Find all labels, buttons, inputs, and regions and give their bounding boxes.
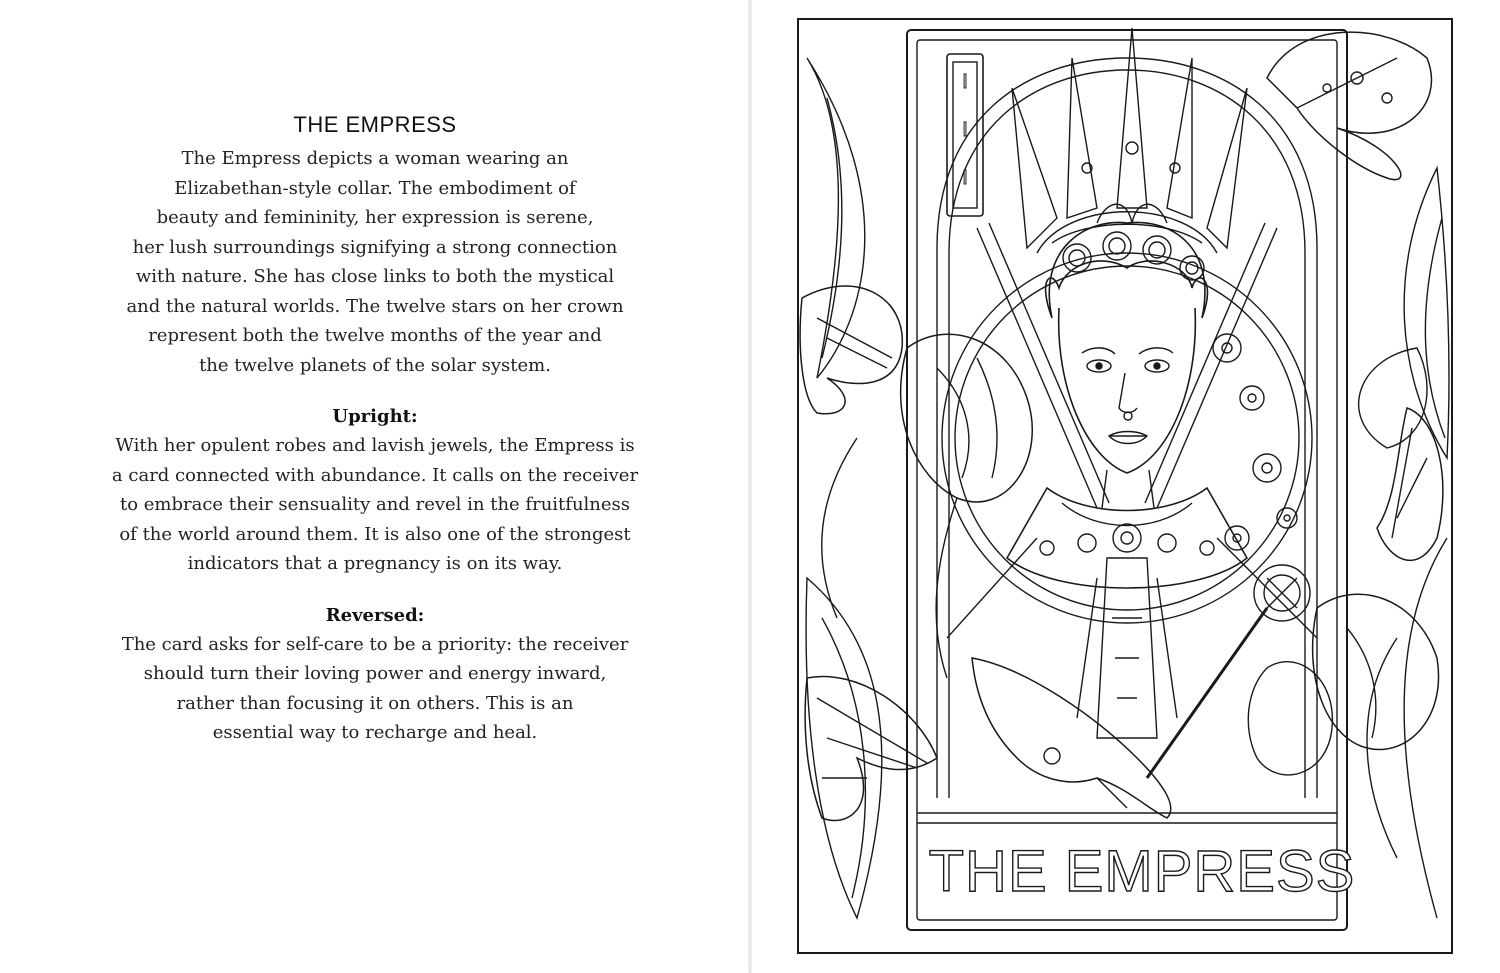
upright-line: With her opulent robes and lavish jewels, the Empress is	[115, 435, 635, 456]
card-name-label: THE EMPRESS	[928, 839, 1356, 904]
upright-heading: Upright:	[332, 406, 418, 427]
reversed-heading: Reversed:	[325, 604, 425, 626]
reversed-line: The card asks for self-care to be a priority: the receiver	[121, 633, 629, 655]
reversed-line: rather than focusing it on others. This is an	[176, 692, 574, 714]
card-numeral-glyph: I	[962, 71, 968, 93]
collar-icon	[1007, 488, 1247, 738]
numeral-plaque	[947, 54, 983, 216]
description-line: her lush surroundings signifying a strong connection	[132, 236, 618, 258]
blossom-icon	[1213, 334, 1297, 550]
card-title: THE EMPRESS	[293, 112, 457, 137]
upright-line: a card connected with abundance. It calls on the receiver	[111, 464, 639, 486]
description-line: with nature. She has close links to both the mystical	[135, 266, 615, 287]
scepter-icon	[1147, 565, 1310, 778]
crown-icon	[1012, 28, 1247, 253]
svg-text:I: I	[962, 119, 968, 141]
illustration-page	[752, 0, 1500, 973]
upright-line: indicators that a pregnancy is on its way.	[187, 553, 563, 574]
card-description	[80, 144, 670, 380]
reversed-line: essential way to recharge and heal.	[212, 722, 538, 743]
empress-line-art	[797, 18, 1453, 954]
empress-portrait-icon	[1046, 222, 1208, 508]
description-line: beauty and femininity, her expression is serene,	[156, 207, 594, 228]
upright-line: to embrace their sensuality and revel in the fruitfulness	[119, 494, 631, 515]
iris-flower-icon	[901, 334, 1439, 775]
svg-text:I: I	[962, 167, 968, 189]
upright-meaning	[80, 431, 670, 579]
description-line: The Empress depicts a woman wearing an	[181, 148, 569, 169]
reversed-line: should turn their loving power and energy inward,	[143, 663, 607, 684]
description-line: the twelve planets of the solar system.	[199, 354, 551, 376]
description-line: represent both the twelve months of the year and	[148, 325, 602, 346]
coloring-illustration	[797, 18, 1453, 954]
card-description-block	[80, 112, 670, 748]
card-numeral-label	[797, 18, 798, 19]
card-frame	[907, 30, 1347, 930]
reversed-meaning	[80, 630, 670, 748]
foliage-leaves-icon	[806, 58, 1449, 918]
upright-line: of the world around them. It is also one of the strongest	[119, 523, 631, 545]
text-page	[0, 0, 748, 973]
description-line: and the natural worlds. The twelve stars on her crown	[126, 295, 624, 317]
description-line: Elizabethan-style collar. The embodiment of	[174, 177, 576, 199]
